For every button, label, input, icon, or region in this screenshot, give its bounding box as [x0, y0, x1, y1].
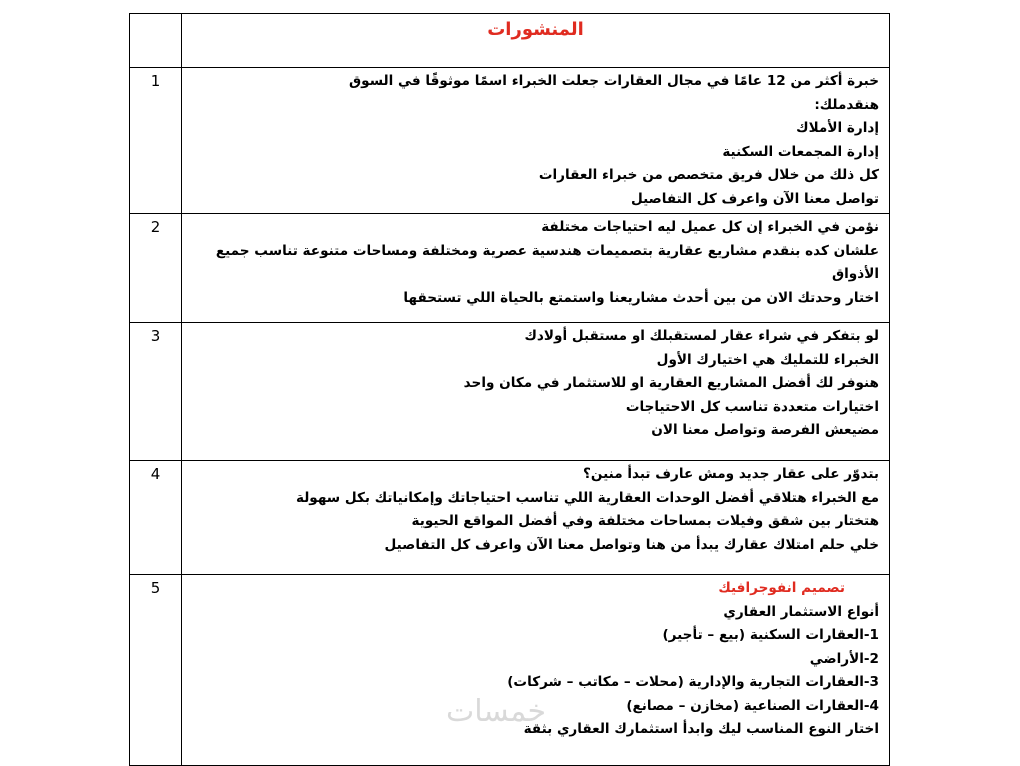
table-row [130, 68, 890, 214]
table-row [130, 323, 890, 461]
post-number: 1 [130, 68, 182, 214]
post-line: بتدوّر على عقار جديد ومش عارف تبدأ منين؟ [583, 466, 879, 482]
post-line: هنوفر لك أفضل المشاريع العقارية او للاستثمار في مكان واحد [463, 375, 879, 391]
post-line: 4-العقارات الصناعية (مخازن – مصانع) [626, 697, 879, 714]
post-line: الخبراء للتمليك هي اختيارك الأول [656, 351, 879, 368]
post-line: هتختار بين شقق وفيلات بمساحات مختلفة وفي أفضل المواقع الحيوية [411, 513, 879, 529]
post-content [182, 214, 890, 323]
post-line: 2-الأراضي [809, 650, 879, 667]
post-content [182, 461, 890, 575]
post-line: اختار وحدتك الان من بين أحدث مشاريعنا واستمتع بالحياة اللي تستحقها [403, 289, 879, 306]
post-line: 3-العقارات التجارية والإدارية (محلات – مكاتب – شركات) [507, 674, 879, 690]
post-number: 2 [130, 214, 182, 323]
posts-table [129, 13, 890, 766]
post-line: تواصل معنا الآن واعرف كل التفاصيل [630, 190, 879, 207]
watermark-logo: خمسات [446, 694, 547, 729]
post-line: لو بتفكر في شراء عقار لمستقبلك او مستقبل أولادك [524, 328, 879, 344]
post-line: أنواع الاستثمار العقاري [723, 603, 879, 620]
table-header-row [130, 14, 890, 68]
post-line: خبرة أكثر من 12 عامًا في مجال العقارات جعلت الخبراء اسمًا موثوقًا في السوق [349, 73, 879, 89]
post-line: خلي حلم امتلاك عقارك يبدأ من هنا وتواصل معنا الآن واعرف كل التفاصيل [384, 536, 879, 553]
post-line: 1-العقارات السكنية (بيع – تأجير) [662, 627, 879, 643]
post-line: علشان كده بنقدم مشاريع عقارية بتصميمات هندسية عصرية ومختلفة ومساحات متنوعة تناسب جميع الأذواق [215, 242, 879, 282]
header-number-cell [130, 14, 182, 68]
post-line: هنقدملك: [814, 96, 879, 113]
table-row [130, 214, 890, 323]
table-row [130, 575, 890, 766]
post-line: إدارة الأملاك [796, 120, 879, 136]
header-title-cell [182, 14, 890, 68]
post-content [182, 68, 890, 214]
post-line: كل ذلك من خلال فريق متخصص من خبراء العقارات [538, 167, 879, 183]
table-row [130, 461, 890, 575]
post-number: 3 [130, 323, 182, 461]
post-subtitle: تصميم انفوجرافيك [718, 580, 845, 596]
post-line: اختار النوع المناسب ليك وابدأ استثمارك العقاري بثقة [523, 721, 879, 737]
post-line: مضيعش الفرصة وتواصل معنا الان [651, 422, 879, 438]
post-line: نؤمن في الخبراء إن كل عميل ليه احتياجات مختلفة [541, 219, 879, 235]
page-title: المنشورات [487, 19, 584, 40]
post-content [182, 575, 890, 766]
post-content [182, 323, 890, 461]
post-line: اختيارات متعددة تناسب كل الاحتياجات [625, 398, 879, 415]
post-number: 4 [130, 461, 182, 575]
post-line: إدارة المجمعات السكنية [722, 143, 879, 160]
post-line: مع الخبراء هتلاقي أفضل الوحدات العقارية اللي تناسب احتياجاتك وإمكانياتك بكل سهولة [295, 489, 879, 506]
post-number: 5 [130, 575, 182, 766]
